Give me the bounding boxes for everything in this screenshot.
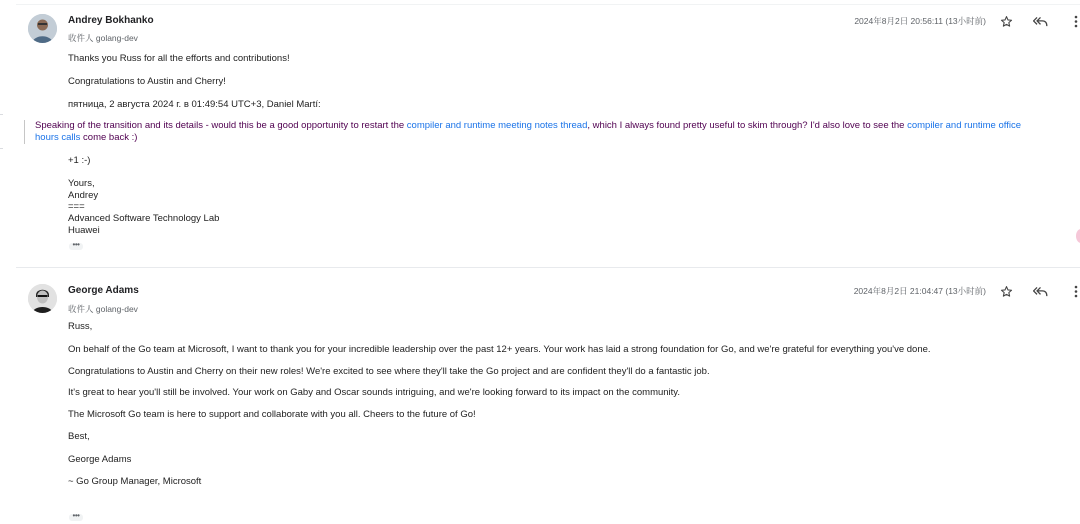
body-line: Russ, [68,321,93,332]
quote-text: Speaking of the transition and its details - would this be a good opportunity to restart the [35,120,407,131]
body-line: It's great to hear you'll still be involved. Your work on Gaby and Oscar sounds intriguing, and we're looking forward to its impact on the community. [68,387,680,398]
quote-text: , which I always found pretty useful to skim through? I'd also love to see the [587,120,908,131]
body-line: Best, [68,431,90,442]
message-date: 2024年8月2日 20:56:11 (13小时前) [854,16,986,26]
sender-name[interactable]: George Adams [68,285,139,296]
reply-all-icon[interactable] [1032,283,1048,299]
scroll-marker [1076,229,1080,243]
star-icon[interactable] [998,283,1014,299]
body-line: +1 :-) [68,155,91,166]
body-line: Thanks you Russ for all the efforts and contributions! [68,53,290,64]
message-george-adams [16,270,1080,524]
office-hours-link[interactable]: compiler and runtime office hours calls [35,120,1021,143]
body-line: The Microsoft Go team is here to support and collaborate with you all. Cheers to the future of Go! [68,409,476,420]
sender-name[interactable]: Andrey Bokhanko [68,15,154,26]
signature-line: Advanced Software Technology Lab [68,213,220,224]
avatar[interactable] [28,284,57,313]
show-trimmed-content-button[interactable]: ••• [69,243,83,250]
signature-line: Andrey [68,190,99,201]
signature-line: Huawei [68,225,100,236]
quote-attribution: пятница, 2 августа 2024 г. в 01:49:54 UTC+3, Daniel Martí: [68,99,321,110]
body-line: Congratulations to Austin and Cherry! [68,76,226,87]
body-line: George Adams [68,454,132,465]
edge-mark [0,114,3,115]
quoted-text [24,120,1030,144]
body-line: On behalf of the Go team at Microsoft, I want to thank you for your incredible leadership over the past 12+ years. Your work has laid a strong foundation for Go, and we're grateful for everything you've done. [68,344,931,355]
recipient[interactable]: 收件人 golang-dev [68,33,138,43]
more-options-icon[interactable] [1068,283,1080,299]
star-icon[interactable] [998,13,1014,29]
recipient[interactable]: 收件人 golang-dev [68,304,138,314]
avatar[interactable] [28,14,57,43]
message-andrey-bokhanko [16,4,1080,267]
message-date: 2024年8月2日 21:04:47 (13小时前) [853,286,986,296]
quote-text: come back :) [80,132,138,143]
more-options-icon[interactable] [1068,13,1080,29]
body-line: ~ Go Group Manager, Microsoft [68,476,202,487]
signature-line: Yours, [68,178,95,189]
signature-line: === [68,201,85,212]
edge-mark [0,148,3,149]
message-divider [16,267,1080,268]
reply-all-icon[interactable] [1032,13,1048,29]
body-line: Congratulations to Austin and Cherry on their new roles! We're excited to see where they'll take the Go project and are confident they'll do a fantastic job. [68,366,710,377]
meeting-notes-link[interactable]: compiler and runtime meeting notes thread [406,120,588,131]
show-trimmed-content-button[interactable]: ••• [69,514,83,521]
